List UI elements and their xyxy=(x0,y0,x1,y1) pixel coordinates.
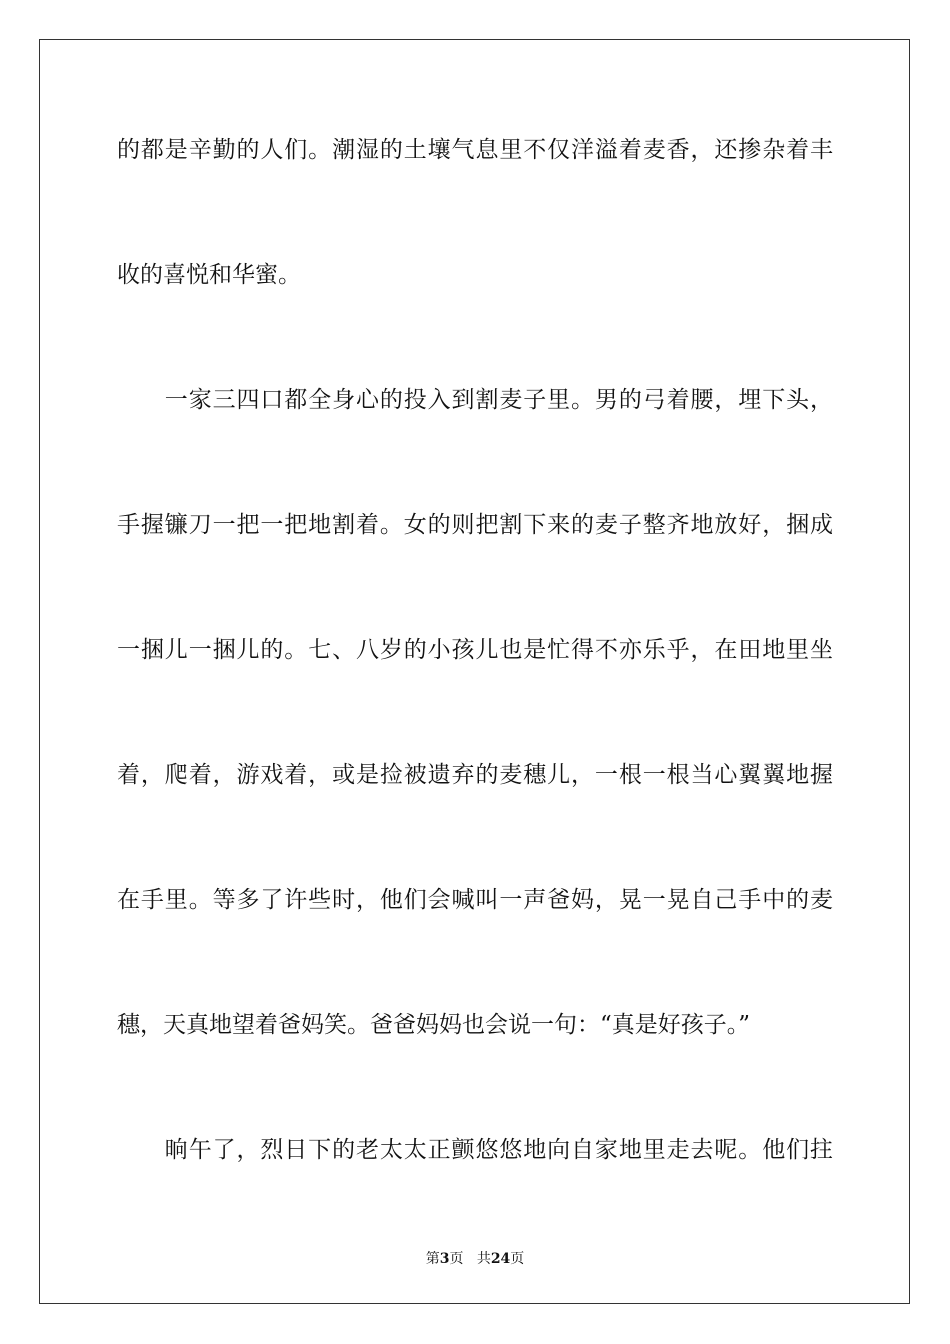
page-footer xyxy=(0,1248,950,1268)
footer-page-total: 24 xyxy=(490,1251,511,1267)
paragraph-line-8: 穗，天真地望着爸妈笑。爸爸妈妈也会说一句：“真是好孩子。” xyxy=(117,1012,751,1038)
paragraph-line-4: 手握镰刀一把一把地割着。女的则把割下来的麦子整齐地放好，捆成 xyxy=(117,512,833,538)
paragraph-line-6: 着，爬着，游戏着，或是捡被遗弃的麦穗儿，一根一根当心翼翼地握 xyxy=(117,762,833,788)
paragraph-line-9: 晌午了，烈日下的老太太正颤悠悠地向自家地里走去呢。他们拄 xyxy=(117,1137,833,1163)
paragraph-line-2: 收的喜悦和华蜜。 xyxy=(117,262,301,288)
paragraph-line-5: 一捆儿一捆儿的。七、八岁的小孩儿也是忙得不亦乐乎，在田地里坐 xyxy=(117,637,833,663)
paragraph-line-7: 在手里。等多了许些时，他们会喊叫一声爸妈，晃一晃自己手中的麦 xyxy=(117,887,833,913)
footer-total-prefix: 共 xyxy=(476,1251,491,1267)
paragraph-line-3: 一家三四口都全身心的投入到割麦子里。男的弓着腰，埋下头， xyxy=(117,387,833,413)
paragraph-line-1: 的都是辛勤的人们。潮湿的土壤气息里不仅洋溢着麦香，还掺杂着丰 xyxy=(117,137,833,163)
footer-total-suffix: 页 xyxy=(510,1251,525,1267)
footer-page-current: 3 xyxy=(439,1251,450,1267)
footer-page-prefix: 第 xyxy=(425,1251,440,1267)
footer-page-suffix: 页 xyxy=(449,1251,464,1267)
page-border xyxy=(39,39,910,1304)
